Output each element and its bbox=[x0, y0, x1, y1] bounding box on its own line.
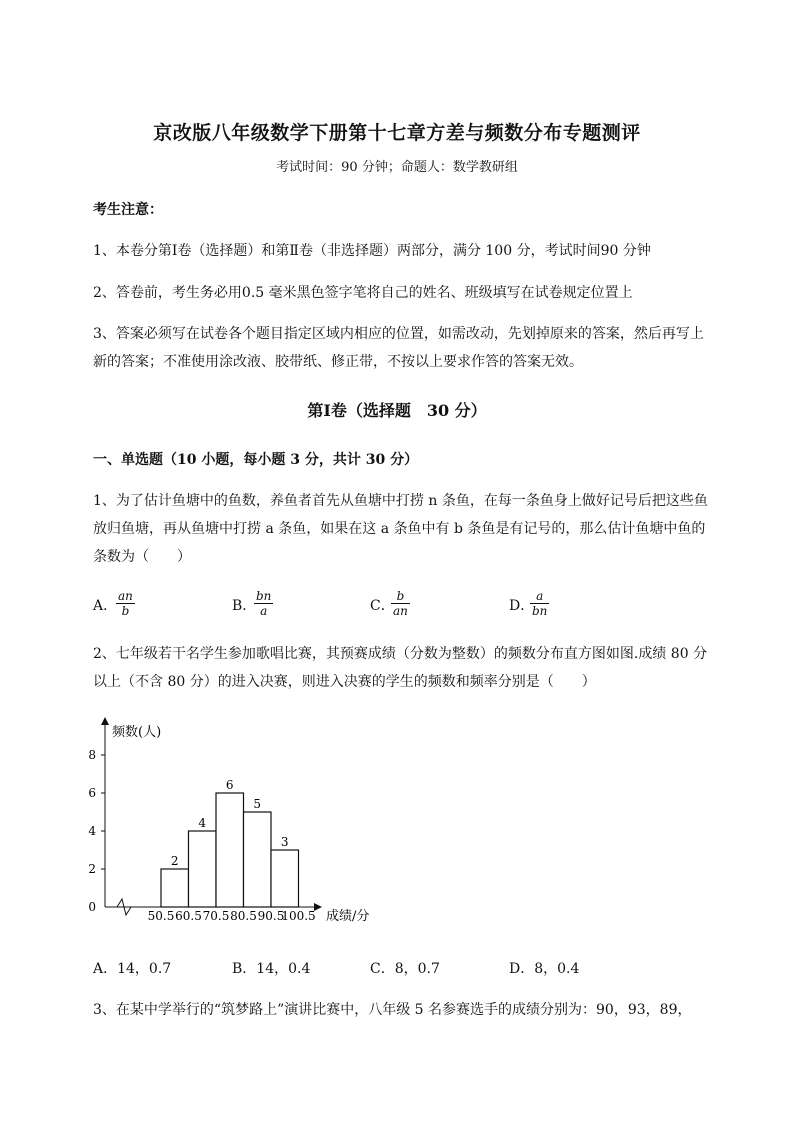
bar-value-label: 2 bbox=[170, 854, 179, 868]
y-tick-label: 0 bbox=[88, 900, 96, 914]
q2-option-d[interactable]: D．8，0.4 bbox=[509, 961, 580, 977]
option-label: B． bbox=[232, 598, 257, 614]
bar-value-label: 5 bbox=[253, 797, 262, 811]
notice-heading: 考生注意： bbox=[93, 202, 163, 218]
histogram-bar bbox=[189, 831, 217, 907]
histogram-bar bbox=[216, 793, 244, 907]
histogram-bar bbox=[271, 850, 299, 907]
fraction: $\frac{bn}{a}$ bbox=[256, 589, 272, 618]
page-title: 京改版八年级数学下册第十七章方差与频数分布专题测评 bbox=[153, 122, 641, 144]
fraction: $\frac{b}{an}$ bbox=[393, 589, 408, 618]
x-tick-label: 80.5 bbox=[230, 909, 257, 923]
y-axis-label: 频数(人) bbox=[112, 725, 162, 740]
fraction: $\frac{a}{bn}$ bbox=[532, 589, 548, 618]
part-heading: 一、单选题（10 小题，每小题 3 分，共计 30 分） bbox=[93, 452, 419, 468]
q2-option-a[interactable]: A．14，0.7 bbox=[93, 961, 172, 977]
histogram-chart bbox=[80, 715, 400, 930]
bar-value-label: 3 bbox=[280, 835, 289, 849]
y-tick-label: 6 bbox=[88, 786, 96, 800]
option-label: D． bbox=[509, 598, 535, 614]
q2-option-b[interactable]: B．14，0.4 bbox=[232, 961, 311, 977]
notice-item-1: 1、本卷分第Ⅰ卷（选择题）和第Ⅱ卷（非选择题）两部分，满分 100 分，考试时间90 分钟 bbox=[93, 243, 651, 259]
fraction: $\frac{an}{b}$ bbox=[118, 589, 133, 618]
bar-value-label: 6 bbox=[225, 778, 234, 792]
question-1: 1、为了估计鱼塘中的鱼数，养鱼者首先从鱼塘中打捞 n 条鱼，在每一条鱼身上做好记号后把这些鱼放归鱼塘，再从鱼塘中打捞 a 条鱼，如果在这 a 条鱼中有 b 条鱼是有记号的，那么估计鱼塘中鱼的条数为（ ） bbox=[93, 493, 708, 565]
histogram-bar bbox=[244, 812, 272, 907]
option-label: A． bbox=[93, 598, 118, 614]
x-tick-label: 60.5 bbox=[175, 909, 202, 923]
notice-item-2: 2、答卷前，考生务必用0.5 毫米黑色签字笔将自己的姓名、班级填写在试卷规定位置上 bbox=[93, 285, 633, 301]
y-tick-label: 4 bbox=[88, 824, 96, 838]
question-3: 3、在某中学举行的“筑梦路上”演讲比赛中，八年级 5 名参赛选手的成绩分别为：90，93，89， bbox=[93, 1002, 692, 1018]
y-tick-label: 8 bbox=[88, 748, 96, 762]
bar-value-label: 4 bbox=[198, 816, 207, 830]
option-label: C． bbox=[370, 598, 395, 614]
question-2: 2、七年级若干名学生参加歌唱比赛，其预赛成绩（分数为整数）的频数分布直方图如图.成绩 80 分以上（不含 80 分）的进入决赛，则进入决赛的学生的频数和频率分别是（ ） bbox=[93, 646, 708, 690]
x-tick-label: 90.5 bbox=[257, 909, 285, 923]
x-axis-label: 成绩/分 bbox=[326, 909, 370, 924]
x-tick-label: 50.5 bbox=[147, 909, 175, 923]
exam-info: 考试时间：90 分钟；命题人：数学教研组 bbox=[276, 160, 518, 175]
notice-item-3: 3、答案必须写在试卷各个题目指定区域内相应的位置，如需改动，先划掉原来的答案，然后再写上新的答案；不准使用涂改液、胶带纸、修正带，不按以上要求作答的答案无效。 bbox=[93, 326, 704, 370]
x-tick-label: 70.5 bbox=[202, 909, 230, 923]
section-title: 第Ⅰ卷（选择题 30 分） bbox=[307, 401, 487, 420]
x-tick-label: 100.5 bbox=[281, 909, 316, 923]
histogram-bar bbox=[161, 869, 189, 907]
y-tick-label: 2 bbox=[88, 862, 96, 876]
q2-option-c[interactable]: C．8，0.7 bbox=[370, 961, 440, 977]
